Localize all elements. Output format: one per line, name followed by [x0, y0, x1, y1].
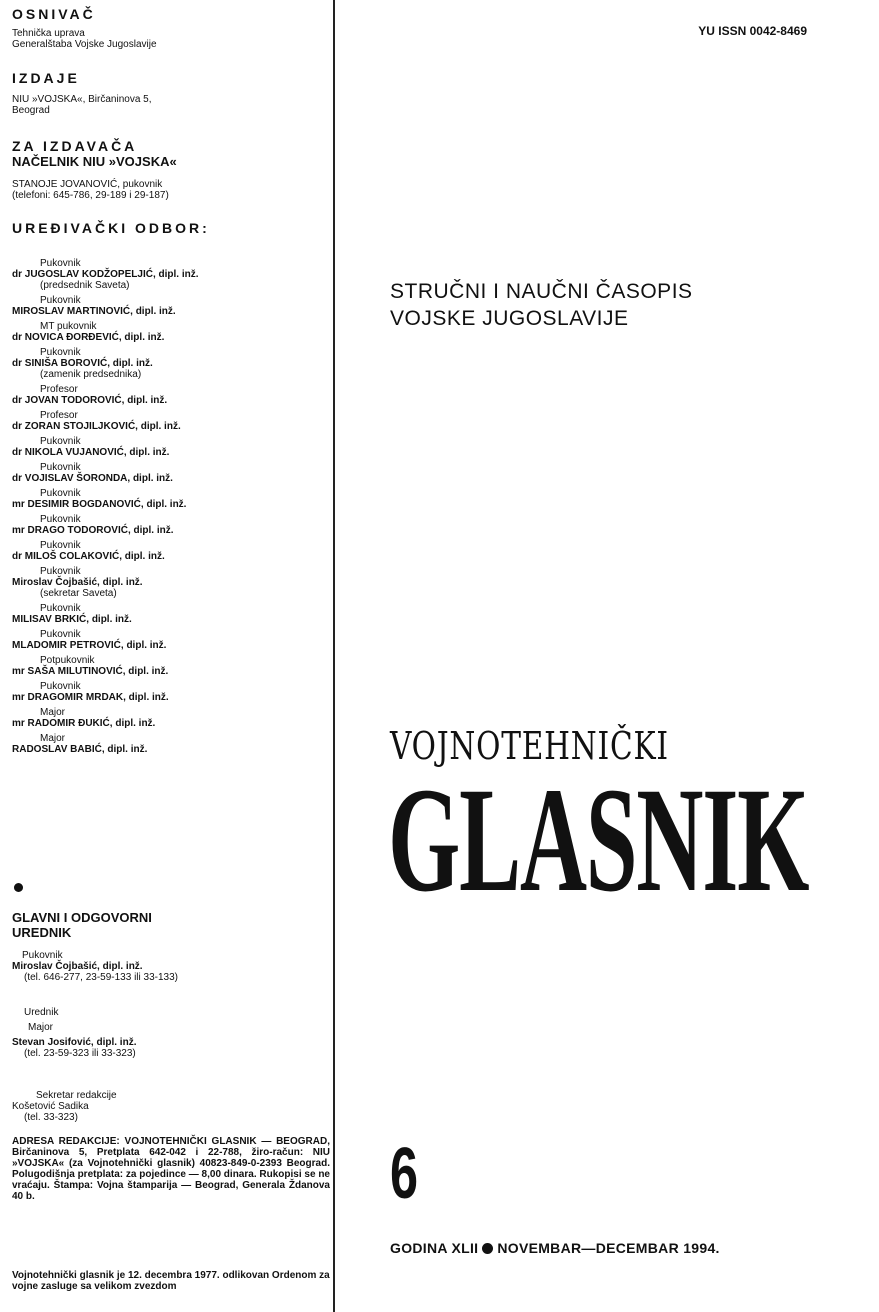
board-member — [12, 321, 330, 343]
board-member — [12, 258, 330, 291]
editor-phone: (tel. 23-59-323 ili 33-323) — [24, 1048, 136, 1059]
editor-in-chief-name: Miroslav Čojbašić, dipl. inž. — [12, 961, 143, 972]
bullet-icon — [482, 1243, 493, 1254]
editor-title: Urednik — [24, 1007, 59, 1018]
board-member-rank: Major — [40, 733, 66, 744]
board-member — [12, 436, 330, 458]
board-member-note: (sekretar Saveta) — [40, 588, 117, 599]
board-member — [12, 603, 330, 625]
editor-in-chief-subheading: UREDNIK — [12, 925, 72, 940]
publisher-line-1: NIU »VOJSKA«, Birčaninova 5, — [12, 94, 152, 105]
left-column — [0, 0, 333, 1312]
address-label: ADRESA REDAKCIJE: — [12, 1136, 120, 1147]
editor-in-chief-heading: GLAVNI I ODGOVORNI — [12, 910, 152, 925]
board-member-name: mr SAŠA MILUTINOVIĆ, dipl. inž. — [12, 666, 169, 677]
board-member — [12, 681, 330, 703]
board-member-name: dr SINIŠA BOROVIĆ, dipl. inž. — [12, 358, 153, 369]
board-member-name: dr JOVAN TODOROVIĆ, dipl. inž. — [12, 395, 168, 406]
for-publisher-section — [12, 138, 330, 201]
board-member-name: dr NOVICA ĐORĐEVIĆ, dipl. inž. — [12, 332, 165, 343]
board-member-rank: Pukovnik — [40, 603, 81, 614]
section-bullet-icon — [14, 883, 23, 892]
secretary-phone: (tel. 33-323) — [24, 1112, 78, 1123]
board-member-name: dr ZORAN STOJILJKOVIĆ, dipl. inž. — [12, 421, 181, 432]
founder-section — [12, 6, 330, 50]
editor-section — [12, 1007, 330, 1059]
board-member-rank: Profesor — [40, 410, 78, 421]
board-member — [12, 488, 330, 510]
for-publisher-subheading: NAČELNIK NIU »VOJSKA« — [12, 154, 177, 169]
board-member-rank: Pukovnik — [40, 681, 81, 692]
board-member — [12, 629, 330, 651]
board-member — [12, 733, 330, 755]
editor-name: Stevan Josifović, dipl. inž. — [12, 1037, 137, 1048]
board-member-name: mr DRAGO TODOROVIĆ, dipl. inž. — [12, 525, 174, 536]
board-member-name: RADOSLAV BABIĆ, dipl. inž. — [12, 744, 148, 755]
for-publisher-heading: ZA IZDAVAČA — [12, 138, 138, 154]
board-member — [12, 347, 330, 380]
board-member-rank: Pukovnik — [40, 540, 81, 551]
masthead-line-2: GLASNIK — [388, 757, 809, 923]
subtitle-line-1: STRUČNI I NAUČNI ČASOPIS — [390, 280, 693, 303]
for-publisher-line-1: STANOJE JOVANOVIĆ, pukovnik — [12, 179, 163, 190]
secretary-section — [12, 1090, 330, 1123]
board-member-name: mr RADOMIR ĐUKIĆ, dipl. inž. — [12, 718, 156, 729]
masthead-line-1: VOJNOTEHNIČKI — [390, 724, 669, 768]
board-member-note: (predsednik Saveta) — [40, 280, 130, 291]
right-column — [336, 0, 879, 1312]
editor-in-chief-phone: (tel. 646-277, 23-59-133 ili 33-133) — [24, 972, 178, 983]
board-member-rank: Pukovnik — [40, 295, 81, 306]
board-member — [12, 566, 330, 599]
board-member-rank: Pukovnik — [40, 629, 81, 640]
address-text: VOJNOTEHNIČKI GLASNIK — BEOGRAD, Birčaninova 5, Pretplata 642-042 i 22-788, žiro-račun: NIU »VOJSKA« (za Vojnotehnički glasnik) 40823-849-0-2393 Beograd. Polugodišnja pretplata: za pojedince — 8,00 dinara. Rukopisi se ne vraćaju. Štampa: Vojna štamparija — Beograd, Generala Ždanova 40 b. — [12, 1136, 330, 1202]
board-member-note: (zamenik predsednika) — [40, 369, 142, 380]
board-member — [12, 655, 330, 677]
board-list — [12, 258, 330, 759]
secretary-name: Košetović Sadika — [12, 1101, 89, 1112]
secretary-title: Sekretar redakcije — [36, 1090, 117, 1101]
board-member-rank: MT pukovnik — [40, 321, 97, 332]
column-divider — [333, 0, 335, 1312]
publisher-section — [12, 70, 330, 116]
board-member-name: MIROSLAV MARTINOVIĆ, dipl. inž. — [12, 306, 176, 317]
board-member-rank: Profesor — [40, 384, 78, 395]
issn-label: YU ISSN 0042-8469 — [698, 24, 807, 38]
board-member — [12, 410, 330, 432]
board-member-rank: Pukovnik — [40, 258, 81, 269]
board-member-name: MILISAV BRKIĆ, dipl. inž. — [12, 614, 132, 625]
editor-in-chief-rank: Pukovnik — [22, 950, 63, 961]
issue-date-label: NOVEMBAR—DECEMBAR 1994. — [497, 1240, 720, 1256]
board-member — [12, 540, 330, 562]
editor-rank: Major — [28, 1022, 54, 1033]
board-member-rank: Pukovnik — [40, 514, 81, 525]
year-line — [390, 1240, 720, 1256]
board-member-rank: Pukovnik — [40, 488, 81, 499]
address-block — [12, 1136, 330, 1202]
board-heading: UREĐIVAČKI ODBOR: — [12, 220, 210, 236]
board-member — [12, 295, 330, 317]
board-member — [12, 514, 330, 536]
board-member-rank: Potpukovnik — [40, 655, 95, 666]
publisher-line-2: Beograd — [12, 105, 50, 116]
board-member-rank: Pukovnik — [40, 436, 81, 447]
board-member — [12, 462, 330, 484]
volume-label: GODINA XLII — [390, 1240, 479, 1256]
award-note: Vojnotehnički glasnik je 12. decembra 1977. odlikovan Ordenom za vojne zasluge sa velikom zvezdom — [12, 1270, 330, 1292]
board-member-rank: Major — [40, 707, 66, 718]
board-member-name: dr VOJISLAV ŠORONDA, dipl. inž. — [12, 473, 173, 484]
editor-in-chief-section — [12, 910, 330, 983]
board-member-name: mr DRAGOMIR MRDAK, dipl. inž. — [12, 692, 169, 703]
founder-heading: OSNIVAČ — [12, 6, 96, 22]
for-publisher-line-2: (telefoni: 645-786, 29-189 i 29-187) — [12, 190, 169, 201]
board-member-name: dr NIKOLA VUJANOVIĆ, dipl. inž. — [12, 447, 170, 458]
publisher-heading: IZDAJE — [12, 70, 80, 86]
journal-subtitle — [390, 278, 693, 332]
founder-line-2: Generalštaba Vojske Jugoslavije — [12, 39, 157, 50]
board-member-name: dr JUGOSLAV KODŽOPELJIĆ, dipl. inž. — [12, 269, 199, 280]
board-member-rank: Pukovnik — [40, 347, 81, 358]
founder-line-1: Tehnička uprava — [12, 28, 85, 39]
board-member-rank: Pukovnik — [40, 462, 81, 473]
board-member — [12, 384, 330, 406]
subtitle-line-2: VOJSKE JUGOSLAVIJE — [390, 307, 629, 330]
board-member-rank: Pukovnik — [40, 566, 81, 577]
board-member — [12, 707, 330, 729]
issue-number: 6 — [390, 1134, 419, 1214]
board-member-name: dr MILOŠ COLAKOVIĆ, dipl. inž. — [12, 551, 165, 562]
board-heading-wrap — [12, 220, 330, 236]
board-member-name: mr DESIMIR BOGDANOVIĆ, dipl. inž. — [12, 499, 187, 510]
board-member-name: MLADOMIR PETROVIĆ, dipl. inž. — [12, 640, 167, 651]
board-member-name: Miroslav Čojbašić, dipl. inž. — [12, 577, 143, 588]
